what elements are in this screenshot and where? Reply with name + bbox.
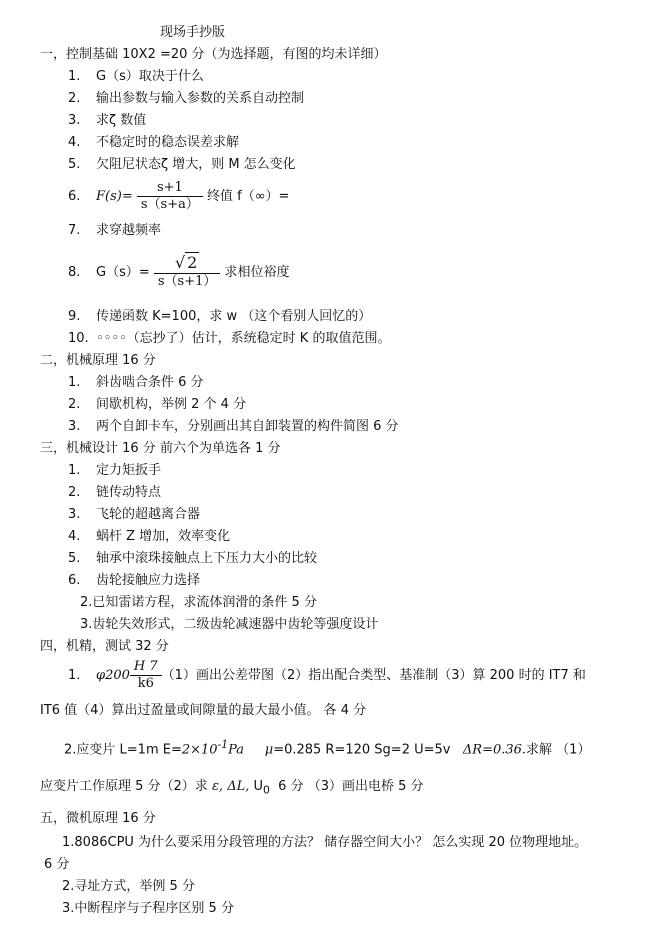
list-item: 1. 斜齿啮合条件 6 分 <box>68 375 204 390</box>
list-item: 5. 欠阻尼状态ζ 增大，则 M 怎么变化 <box>68 157 296 172</box>
list-item: 2.已知雷诺方程，求流体润滑的条件 5 分 <box>80 595 317 610</box>
fraction: $\frac{√ 2}{s(s+1)}$ <box>154 255 221 290</box>
list-item: 10. ◦◦◦◦（忘抄了）估计，系统稳定时 K 的取值范围。 <box>68 331 391 346</box>
list-item: 6. 齿轮接触应力选择 <box>68 573 201 588</box>
list-item: 2.寻址方式，举例 5 分 <box>62 879 195 894</box>
list-item: 1. G（s）取决于什么 <box>68 69 204 84</box>
section-heading: 一，控制基础 10X2 =20 分（为选择题，有图的均未详细） <box>40 47 387 62</box>
list-item: 3.齿轮失效形式，二级齿轮减速器中齿轮等强度设计 <box>80 617 379 632</box>
list-item: 2. 输出参数与输入参数的关系自动控制 <box>68 91 305 106</box>
list-item: 3. 飞轮的超越离合器 <box>68 507 201 522</box>
list-item: 7. 求穿越频率 <box>68 223 162 238</box>
page-title: 现场手抄版 <box>160 25 226 40</box>
section-heading: 二，机械原理 16 分 <box>40 353 156 368</box>
list-item: 1.8086CPU 为什么要采用分段管理的方法？ 储存器空间大小？ 怎么实现 20 位物理地址。 <box>62 835 588 850</box>
list-item-formula: 2.应变片 L=1m $E=2\times 10^{-1}Pa$ μ=0.285 R=120 Sg=2 U=5v ΔR=0.36.求解 （1） <box>64 738 591 758</box>
section-heading: 三，机械设计 16 分 前六个为单选各 1 分 <box>40 441 281 456</box>
list-item-formula: 1. φ200 $\frac{H 7}{k6}$ （1）画出公差带图（2）指出配合类型、基准制（3）算 200 时的 IT7 和 <box>68 659 586 691</box>
list-item: 2. 链传动特点 <box>68 485 162 500</box>
list-item: 1. 定力矩扳手 <box>68 463 162 478</box>
sqrt-symbol: √ 2 <box>174 253 198 272</box>
list-item-formula: 8. G（s）= $\frac{√ 2}{s(s+1)}$ 求相位裕度 <box>68 253 290 289</box>
list-item-formula: 6. F(s)= $\frac{s+1}{s(s+a)}$ 终值 f（∞）= <box>68 180 290 212</box>
list-item: 3.中断程序与子程序区别 5 分 <box>62 901 234 916</box>
list-item: 5. 轴承中滚珠接触点上下压力大小的比较 <box>68 551 318 566</box>
fraction: $\frac{H 7}{k6}$ <box>130 659 162 692</box>
list-item: 4. 不稳定时的稳态误差求解 <box>68 135 240 150</box>
list-item: 3. 两个自卸卡车，分别画出其自卸装置的构件简图 6 分 <box>68 419 399 434</box>
fraction: $\frac{s+1}{s(s+a)}$ <box>137 180 203 213</box>
section-heading: 五，微机原理 16 分 <box>40 811 156 826</box>
section-heading: 四，机精，测试 32 分 <box>40 639 169 654</box>
list-item: 4. 蜗杆 Z 增加，效率变化 <box>68 529 231 544</box>
list-item: 9. 传递函数 K=100，求 w （这个看别人回忆的） <box>68 309 372 324</box>
list-item-formula: 应变片工作原理 5 分（2）求 ε, ΔL, $U_0$ 6 分 （3）画出电桥 5 分 <box>40 779 424 797</box>
list-item: 3. 求ζ 数值 <box>68 113 147 128</box>
list-item: 6 分 <box>44 857 70 872</box>
list-item: 2. 间歇机构，举例 2 个 4 分 <box>68 397 247 412</box>
list-item: IT6 值（4）算出过盈量或间隙量的最大最小值。 各 4 分 <box>40 703 367 718</box>
